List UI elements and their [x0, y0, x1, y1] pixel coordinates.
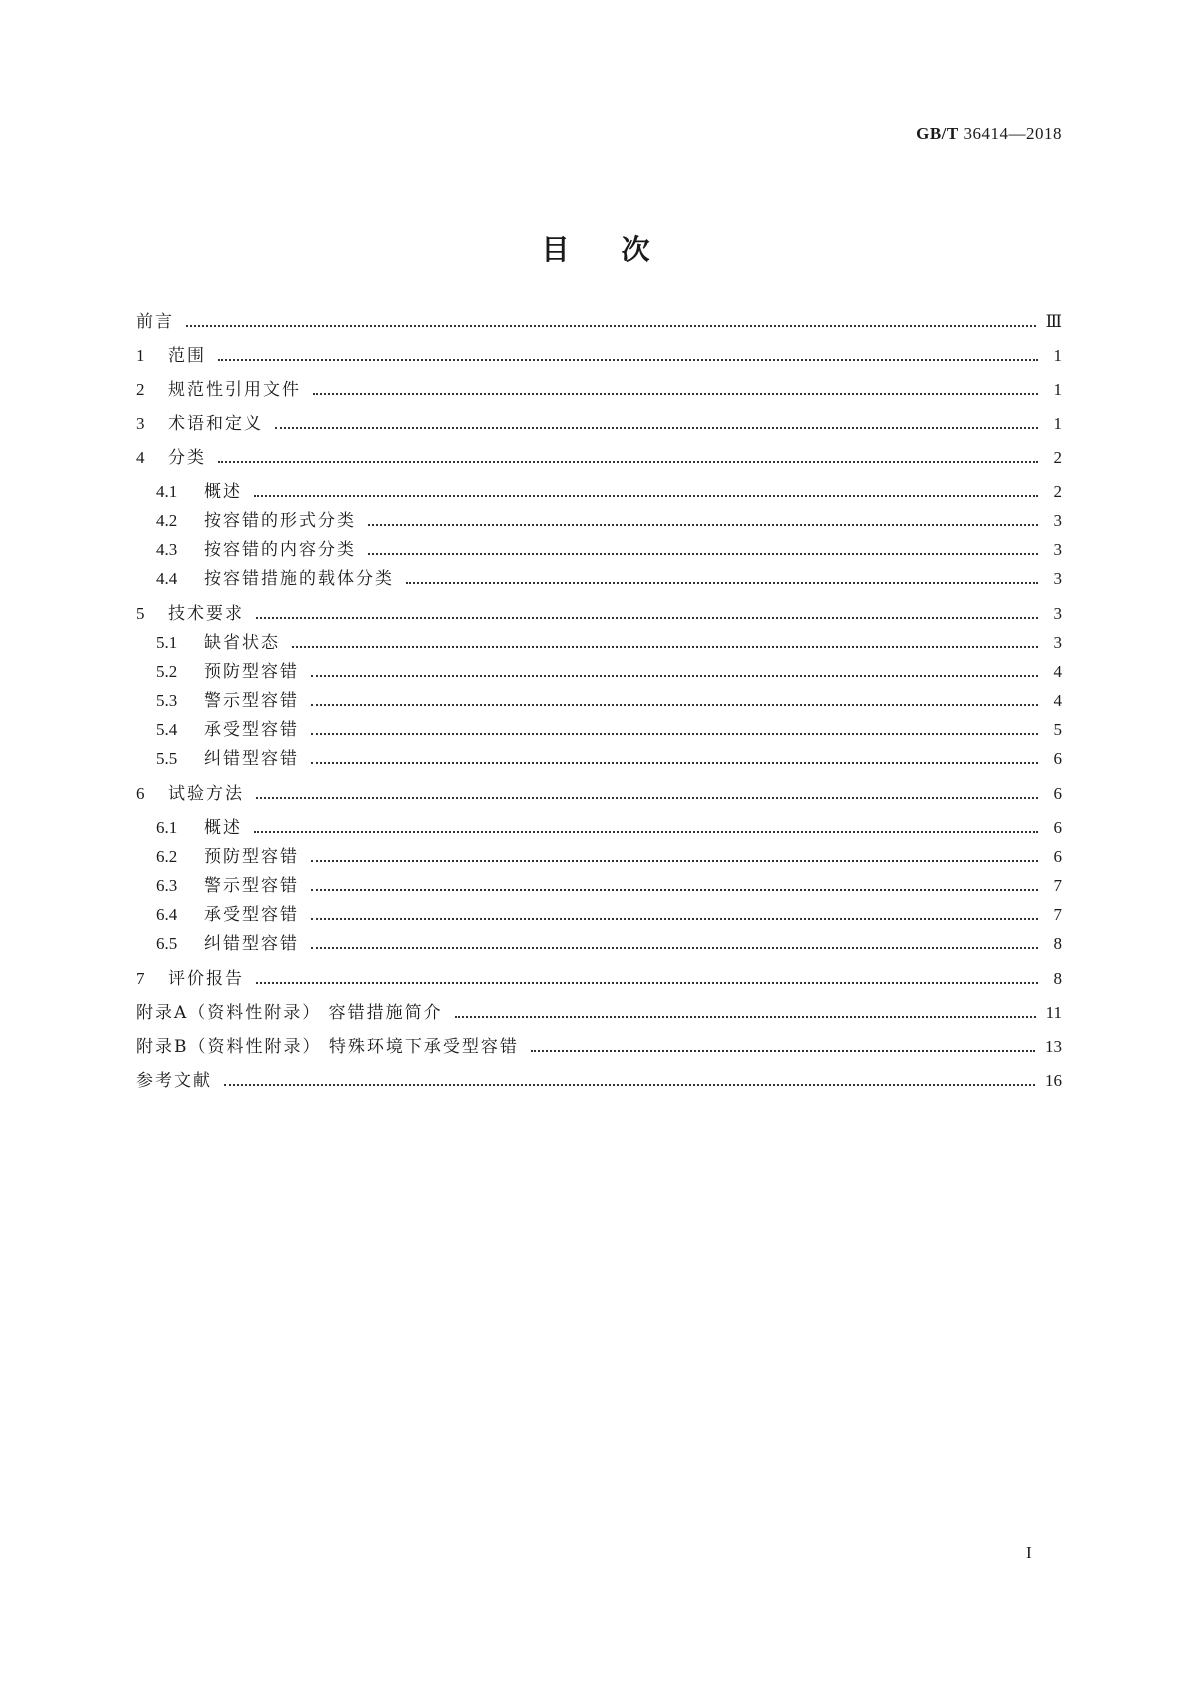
standard-prefix: GB/T	[916, 124, 959, 143]
toc-entry-number: 5.2	[156, 662, 178, 681]
toc-entry-number: 2	[136, 380, 145, 399]
toc-entry-page: 6	[1053, 749, 1062, 768]
toc-entry-page: 1	[1053, 380, 1062, 399]
toc-entry-title: 规范性引用文件	[168, 380, 301, 400]
toc-entry-title: 评价报告	[168, 969, 244, 989]
toc-entry[interactable]	[136, 598, 1062, 624]
toc-entry[interactable]	[136, 812, 1062, 838]
toc-entry-number: 4	[136, 448, 145, 467]
toc-entry-title: 参考文献	[136, 1071, 212, 1091]
toc-dot-leader	[275, 427, 1038, 429]
toc-entry-page: 1	[1053, 414, 1062, 433]
toc-entry[interactable]	[136, 714, 1062, 740]
toc-dot-leader	[455, 1016, 1036, 1018]
toc-dot-leader	[368, 524, 1038, 526]
toc-entry-title: 预防型容错	[204, 847, 299, 867]
toc-entry-title: 概述	[204, 482, 242, 502]
toc-entry-title: 范围	[168, 346, 206, 366]
toc-entry[interactable]	[136, 442, 1062, 468]
toc-entry-title: 试验方法	[168, 784, 244, 804]
toc-entry[interactable]	[136, 340, 1062, 366]
toc-entry-number: 5.4	[156, 720, 178, 739]
toc-entry-title: 按容错措施的载体分类	[204, 569, 394, 589]
toc-entry-page: 6	[1053, 784, 1062, 803]
toc-entry-page: 6	[1053, 818, 1062, 837]
toc-entry-page: 16	[1045, 1071, 1062, 1090]
toc-entry-number: 6.5	[156, 934, 178, 953]
toc-entry-title: 警示型容错	[204, 691, 299, 711]
toc-entry-title: 承受型容错	[204, 720, 299, 740]
toc-entry[interactable]	[136, 656, 1062, 682]
toc-entry[interactable]	[136, 1065, 1062, 1091]
toc-entry[interactable]	[136, 306, 1062, 332]
toc-entry-page: 7	[1053, 876, 1062, 895]
toc-entry[interactable]	[136, 534, 1062, 560]
toc-entry-title: 警示型容错	[204, 876, 299, 896]
toc-entry-title: 技术要求	[168, 604, 244, 624]
toc-dot-leader	[186, 325, 1036, 327]
toc-dot-leader	[254, 831, 1038, 833]
toc-entry[interactable]	[136, 963, 1062, 989]
toc-entry[interactable]	[136, 1031, 1062, 1057]
toc-entry-page: 3	[1053, 633, 1062, 652]
toc-entry-number: 7	[136, 969, 145, 988]
toc-entry-title: 术语和定义	[168, 414, 263, 434]
toc-entry-page: 13	[1045, 1037, 1062, 1056]
toc-entry-number: 5	[136, 604, 145, 623]
toc-dot-leader	[531, 1050, 1035, 1052]
toc-entry-page: 1	[1053, 346, 1062, 365]
toc-entry-page: 2	[1053, 482, 1062, 501]
toc-entry-title: 按容错的形式分类	[204, 511, 356, 531]
toc-entry-page: 5	[1053, 720, 1062, 739]
toc-entry[interactable]	[136, 997, 1062, 1023]
toc-dot-leader	[224, 1084, 1035, 1086]
toc-entry[interactable]	[136, 505, 1062, 531]
toc-dot-leader	[311, 733, 1038, 735]
toc-entry[interactable]	[136, 870, 1062, 896]
toc-entry-page: 2	[1053, 448, 1062, 467]
toc-dot-leader	[406, 582, 1038, 584]
toc-entry[interactable]	[136, 899, 1062, 925]
toc-entry-title: 概述	[204, 818, 242, 838]
toc-entry[interactable]	[136, 627, 1062, 653]
toc-entry-number: 6	[136, 784, 145, 803]
toc-dot-leader	[292, 646, 1038, 648]
toc-entry[interactable]	[136, 408, 1062, 434]
toc-dot-leader	[256, 982, 1038, 984]
toc-entry-number: 6.1	[156, 818, 178, 837]
toc-dot-leader	[311, 675, 1038, 677]
toc-entry-page: 8	[1053, 934, 1062, 953]
toc-dot-leader	[254, 495, 1038, 497]
toc-dot-leader	[311, 889, 1038, 891]
toc-dot-leader	[218, 461, 1038, 463]
toc-entry-page: Ⅲ	[1045, 312, 1062, 331]
toc-entry-number: 5.5	[156, 749, 178, 768]
toc-entry-number: 6.3	[156, 876, 178, 895]
toc-dot-leader	[368, 553, 1038, 555]
toc-entry-title: 缺省状态	[204, 633, 280, 653]
toc-entry-page: 3	[1053, 540, 1062, 559]
toc-entry-page: 4	[1053, 691, 1062, 710]
toc-entry[interactable]	[136, 374, 1062, 400]
page-title: 目次	[541, 233, 702, 266]
toc-dot-leader	[311, 918, 1038, 920]
toc-entry-title: 前言	[136, 312, 174, 332]
standard-number: 36414—2018	[963, 124, 1062, 143]
toc-entry[interactable]	[136, 778, 1062, 804]
toc-entry-number: 6.4	[156, 905, 178, 924]
toc-entry-title: 预防型容错	[204, 662, 299, 682]
toc-dot-leader	[311, 762, 1038, 764]
toc-entry-title: 按容错的内容分类	[204, 540, 356, 560]
toc-entry-number: 5.1	[156, 633, 178, 652]
toc-entry[interactable]	[136, 743, 1062, 769]
toc-dot-leader	[256, 617, 1038, 619]
standard-code	[916, 124, 1062, 144]
toc-entry-page: 4	[1053, 662, 1062, 681]
toc-entry-page: 6	[1053, 847, 1062, 866]
toc-entry-number: 4.4	[156, 569, 178, 588]
toc-entry-title: 附录B（资料性附录） 特殊环境下承受型容错	[136, 1037, 519, 1057]
toc-entry[interactable]	[136, 476, 1062, 502]
toc-dot-leader	[256, 797, 1038, 799]
page-number: I	[1026, 1543, 1032, 1562]
toc-entry-title: 纠错型容错	[204, 749, 299, 769]
toc-entry[interactable]	[136, 685, 1062, 711]
toc-entry[interactable]	[136, 841, 1062, 867]
toc-dot-leader	[311, 947, 1038, 949]
toc-dot-leader	[218, 359, 1038, 361]
toc-entry-title: 承受型容错	[204, 905, 299, 925]
toc-entry-page: 3	[1053, 511, 1062, 530]
toc-entry[interactable]	[136, 928, 1062, 954]
toc-entry-title: 分类	[168, 448, 206, 468]
toc-entry-number: 5.3	[156, 691, 178, 710]
toc-entry-number: 4.1	[156, 482, 178, 501]
toc-entry-title: 纠错型容错	[204, 934, 299, 954]
toc-entry-number: 1	[136, 346, 145, 365]
toc-dot-leader	[313, 393, 1038, 395]
toc-entry-page: 7	[1053, 905, 1062, 924]
toc-entry-number: 4.3	[156, 540, 178, 559]
toc-entry-number: 6.2	[156, 847, 178, 866]
toc-entry-title: 附录A（资料性附录） 容错措施简介	[136, 1003, 443, 1023]
toc-dot-leader	[311, 860, 1038, 862]
toc-entry-page: 3	[1053, 604, 1062, 623]
toc-entry-number: 4.2	[156, 511, 178, 530]
toc-entry[interactable]	[136, 563, 1062, 589]
toc-entry-page: 11	[1045, 1003, 1062, 1022]
toc-entry-number: 3	[136, 414, 145, 433]
toc-entry-page: 8	[1053, 969, 1062, 988]
toc-entry-page: 3	[1053, 569, 1062, 588]
toc-dot-leader	[311, 704, 1038, 706]
